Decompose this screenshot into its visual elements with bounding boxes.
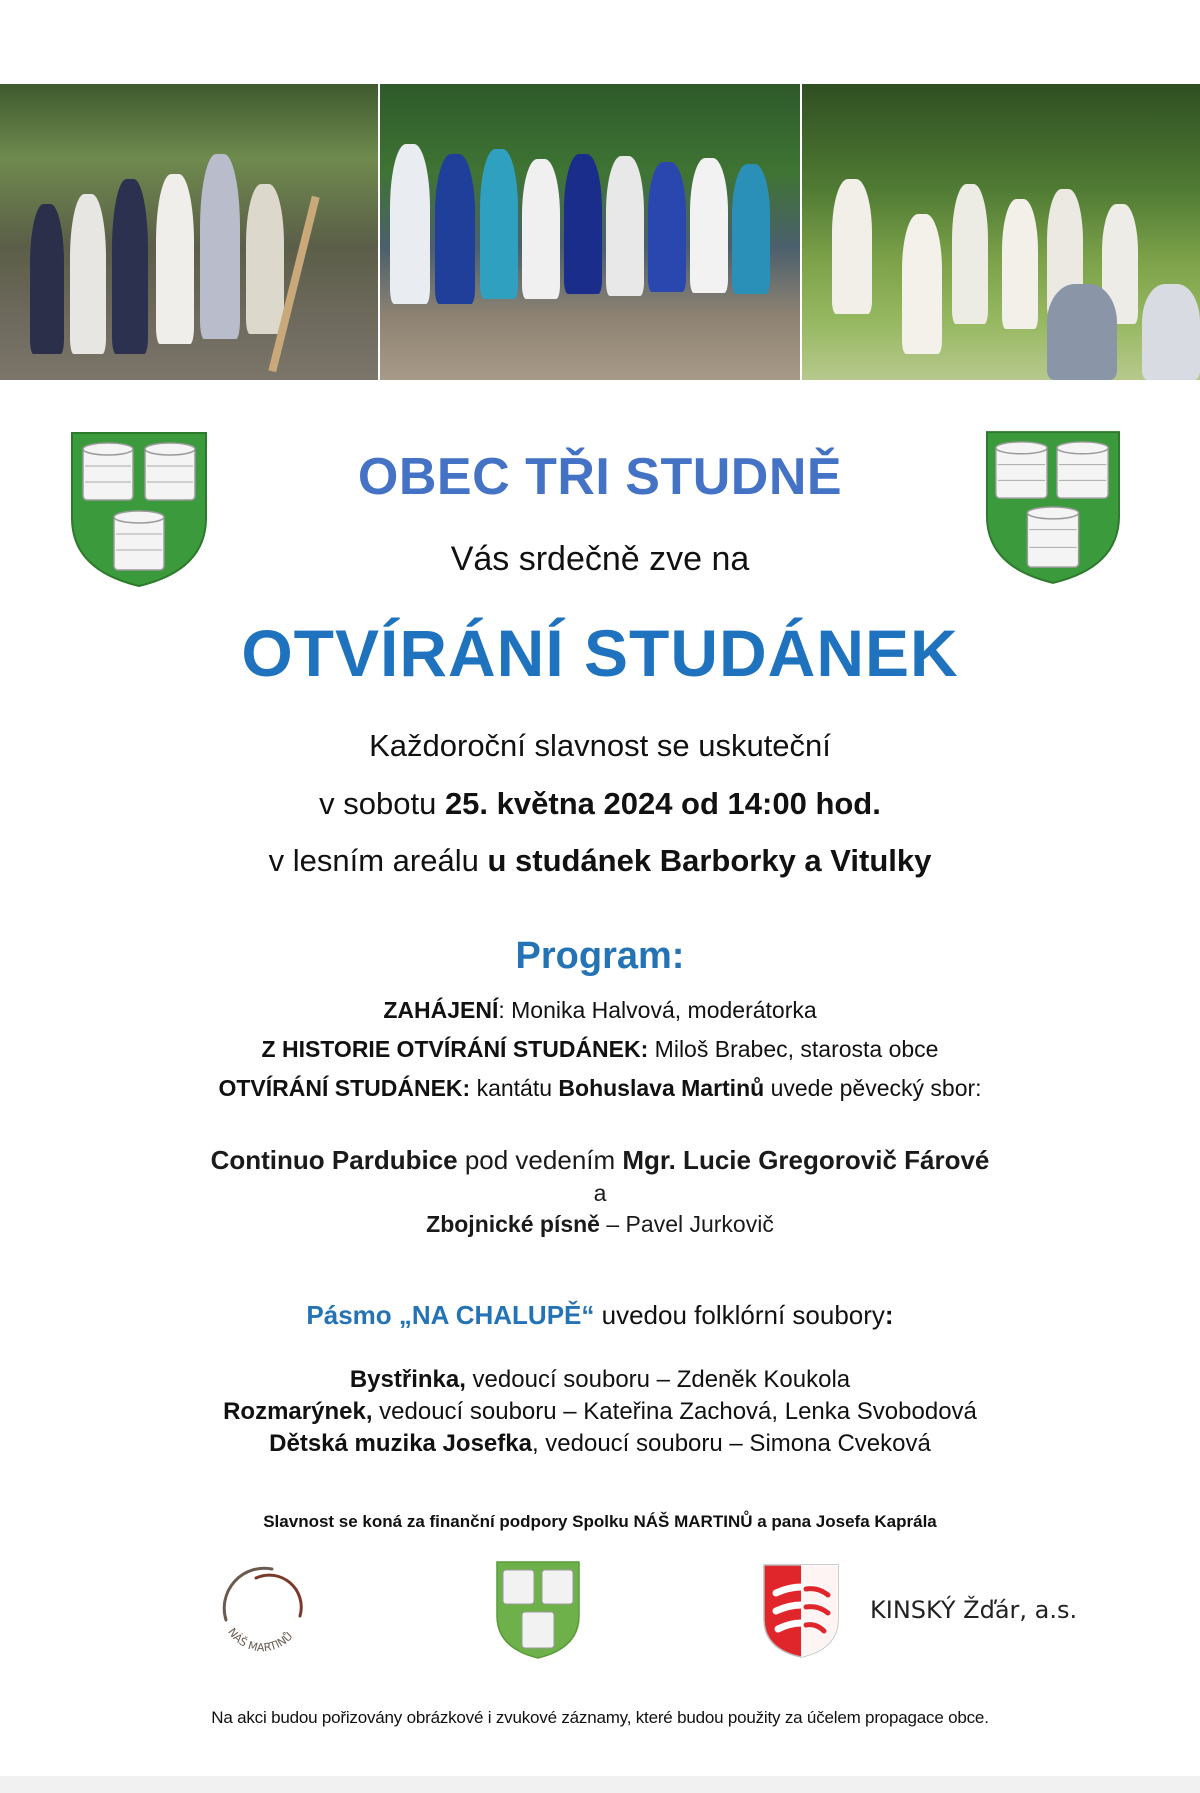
- photo-choir: [380, 84, 800, 380]
- program-item-text: kantátu: [470, 1075, 559, 1101]
- event-location: u studánek Barborky a Vitulky: [487, 843, 932, 878]
- choir-mid: pod vedením: [457, 1145, 623, 1175]
- nas-martinu-logo: [212, 1558, 312, 1658]
- songs-author: – Pavel Jurkovič: [599, 1211, 774, 1237]
- program-item-text: : Monika Halvová, moderátorka: [498, 997, 817, 1023]
- ensemble-name: Dětská muzika Josefka: [269, 1430, 532, 1457]
- intro-line-location: [0, 843, 1200, 879]
- choir-line: [0, 1145, 1200, 1176]
- program-item: [0, 1075, 1200, 1102]
- program-item-label: OTVÍRÁNÍ STUDÁNEK:: [218, 1075, 471, 1101]
- ensemble-name: Rozmarýnek,: [223, 1398, 373, 1425]
- ensemble-item: [0, 1398, 1200, 1426]
- bottom-band: [0, 1776, 1200, 1793]
- three-wells-shield-icon: [495, 1560, 581, 1660]
- program-item: [0, 1036, 1200, 1063]
- photo-strip: [0, 84, 1200, 380]
- date-prefix: v sobotu: [319, 786, 445, 821]
- municipality-name: OBEC TŘI STUDNĚ: [357, 448, 843, 506]
- pasmo-line: [0, 1300, 1200, 1331]
- nas-martinu-ring-icon: [212, 1558, 312, 1658]
- program-item-label: ZAHÁJENÍ: [383, 997, 499, 1023]
- program-item-text: Miloš Brabec, starosta obce: [648, 1036, 939, 1062]
- songs-line: [0, 1211, 1200, 1238]
- photo-children: [802, 84, 1200, 380]
- songs-title: Zbojnické písně: [426, 1211, 600, 1237]
- ensemble-leader: vedoucí souboru – Kateřina Zachová, Lenka Svobodová: [372, 1398, 977, 1425]
- program-item-label: Z HISTORIE OTVÍRÁNÍ STUDÁNEK:: [261, 1036, 649, 1062]
- intro-line-1: Každoroční slavnost se uskuteční: [369, 728, 831, 763]
- program-item-text: uvede pěvecký sbor:: [764, 1075, 982, 1101]
- ensemble-item: [0, 1366, 1200, 1394]
- kinsky-name: KINSKÝ Žďár, a.s.: [870, 1596, 1078, 1624]
- intro-line-date: [0, 786, 1200, 822]
- location-prefix: v lesním areálu: [268, 843, 488, 878]
- svg-text:NÁŠ MARTINŮ: [225, 1626, 295, 1655]
- conjunction: a: [593, 1180, 607, 1206]
- coat-of-arms-small: [495, 1560, 581, 1660]
- event-date-time: 25. května 2024 od 14:00 hod.: [444, 786, 881, 821]
- kinsky-shield-icon: [762, 1563, 840, 1659]
- pasmo-colon: :: [884, 1300, 894, 1330]
- sponsor-note: Slavnost se koná za finanční podpory Spolku NÁŠ MARTINŮ a pana Josefa Kaprála: [263, 1512, 937, 1531]
- pasmo-title: Pásmo „NA CHALUPĚ“: [306, 1300, 595, 1330]
- ensemble-item: [0, 1430, 1200, 1458]
- choir-name: Continuo Pardubice: [210, 1145, 458, 1175]
- event-title: OTVÍRÁNÍ STUDÁNEK: [241, 616, 959, 690]
- pasmo-text: uvedou folklórní soubory: [594, 1300, 885, 1330]
- program-heading: Program:: [515, 935, 685, 977]
- ensemble-leader: , vedoucí souboru – Simona Cveková: [531, 1430, 931, 1457]
- ensemble-leader: vedoucí souboru – Zdeněk Koukola: [465, 1366, 851, 1393]
- martinu-logo-text: NÁŠ MARTINŮ: [225, 1625, 296, 1655]
- invitation-line: Vás srdečně zve na: [450, 540, 750, 578]
- kinsky-logo: [762, 1563, 840, 1659]
- conductor-name: Mgr. Lucie Gregorovič Fárové: [622, 1145, 990, 1175]
- photo-folk-girls: [0, 84, 378, 380]
- recording-notice: Na akci budou pořizovány obrázkové i zvukové záznamy, které budou použity za účelem propagace obce.: [211, 1708, 989, 1727]
- composer-name: Bohuslava Martinů: [558, 1075, 765, 1101]
- program-item: [0, 997, 1200, 1024]
- ensemble-name: Bystřinka,: [349, 1366, 466, 1393]
